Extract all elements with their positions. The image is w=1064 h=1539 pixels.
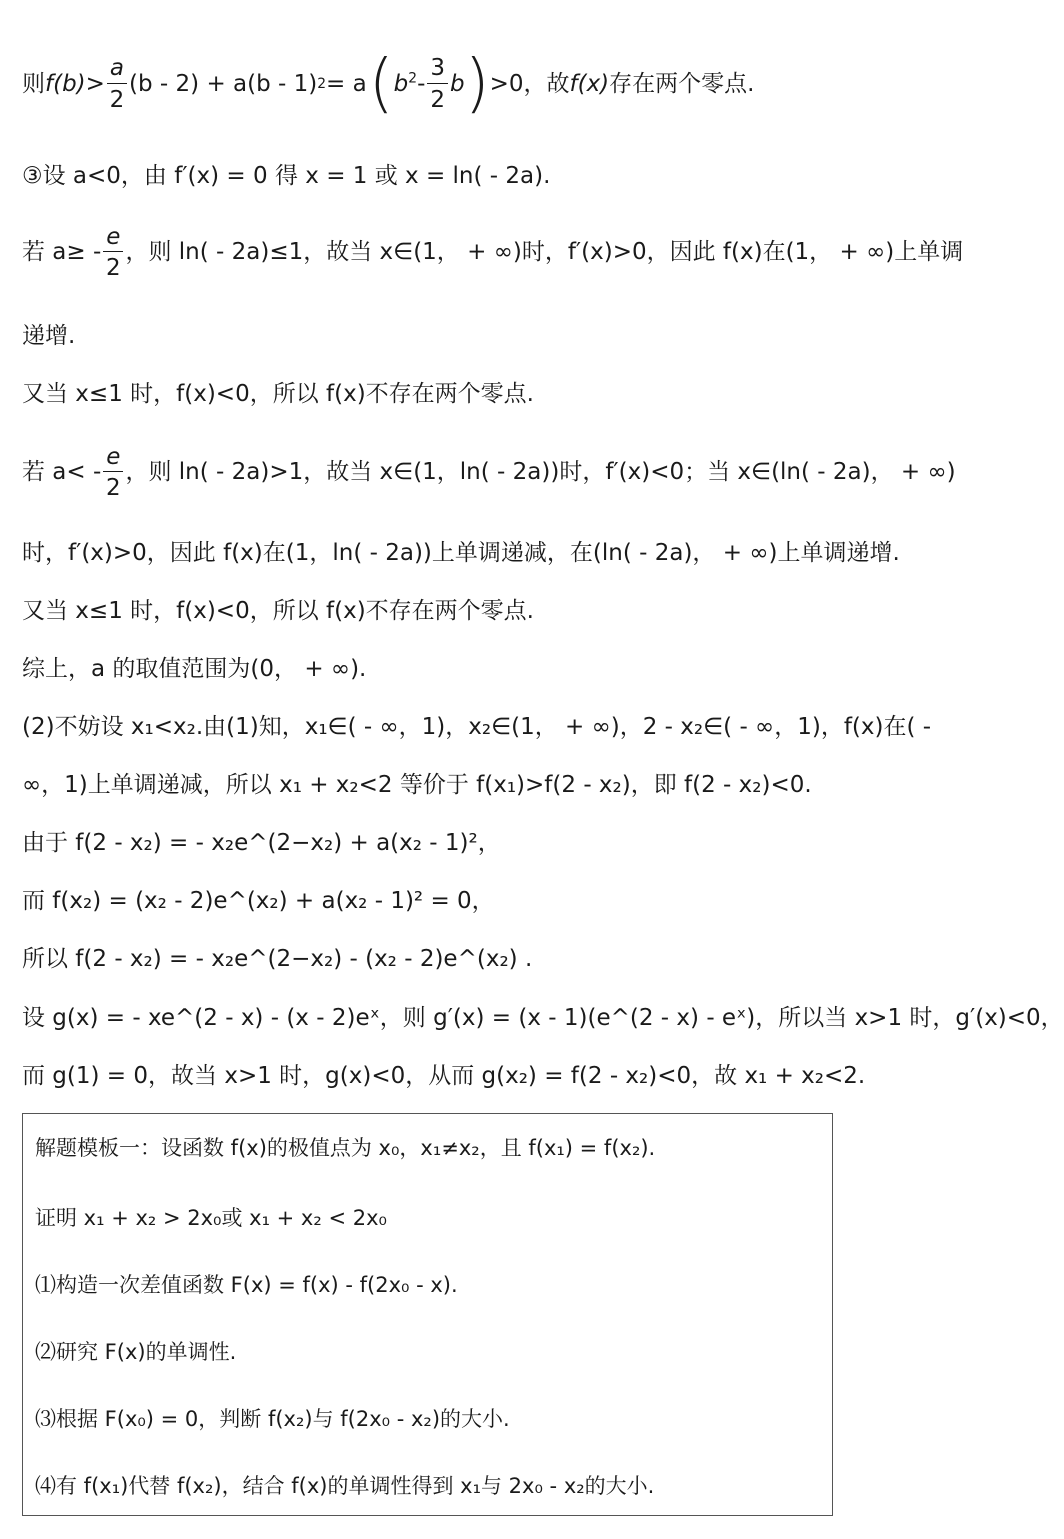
box-line-5: ⑶根据 F(x₀) = 0，判断 f(x₂)与 f(2x₀ - x₂)的大小. (35, 1407, 510, 1431)
text: - (417, 70, 426, 97)
line-10: (2)不妨设 x₁<x₂.由(1)知，x₁∈( - ∞，1)，x₂∈(1， + ∞)，2 - x₂∈( - ∞，1)，f(x)在( - (22, 714, 932, 740)
line-4: 递增. (22, 323, 76, 349)
text: (b - 2) + a(b - 1) (129, 70, 318, 97)
line-13: 而 f(x₂) = (x₂ - 2)e^(x₂) + a(x₂ - 1)² = 0， (22, 888, 495, 914)
text: ，则 ln( - 2a)>1，故当 x∈(1，ln( - 2a))时，f′(x)<0；当 x∈(ln( - 2a)， + ∞) (125, 459, 956, 486)
fraction-3-over-2: $\frac{3}{2}$ (427, 56, 448, 111)
left-paren: ( (368, 47, 394, 121)
text: b (450, 70, 465, 97)
right-paren: ) (464, 47, 490, 121)
text: = a (326, 70, 367, 97)
text: >0，故 (489, 70, 570, 97)
line-14: 所以 f(2 - x₂) = - x₂e^(2−x₂) - (x₂ - 2)e^(x₂) . (22, 946, 533, 972)
box-line-4: ⑵研究 F(x)的单调性. (35, 1340, 237, 1364)
fraction-e-over-2: $\frac{e}{2}$ (103, 225, 123, 280)
text: f(b)> (45, 70, 105, 97)
line-11: ∞，1)上单调递减，所以 x₁ + x₂<2 等价于 f(x₁)>f(2 - x₂)，即 f(2 - x₂)<0. (22, 772, 812, 798)
text: 若 a< - (22, 459, 102, 486)
box-line-2: 证明 x₁ + x₂ > 2x₀或 x₁ + x₂ < 2x₀ (35, 1206, 387, 1230)
line-9: 综上，a 的取值范围为(0， + ∞). (22, 656, 367, 682)
line-1: 则 f(b)> $\frac{a}{2}$ (b - 2) + a(b - 1) 2 = a ( $b^2$ - $\frac{3}{2}$ b ) >0，故 f(x) 存在两个零点. (22, 47, 755, 121)
line-2: ③设 a<0，由 f′(x) = 0 得 x = 1 或 x = ln( - 2a). (22, 163, 551, 189)
line-3 (22, 225, 963, 280)
fraction-e-over-2: $\frac{e}{2}$ (103, 445, 123, 500)
solution-template-box (22, 1113, 833, 1516)
line-8: 又当 x≤1 时，f(x)<0，所以 f(x)不存在两个零点. (22, 598, 534, 624)
line-5: 又当 x≤1 时，f(x)<0，所以 f(x)不存在两个零点. (22, 381, 534, 407)
b-squared: $b^2$ (393, 69, 418, 97)
text: 若 a≥ - (22, 239, 102, 266)
box-line-3: ⑴构造一次差值函数 F(x) = f(x) - f(2x₀ - x). (35, 1273, 458, 1297)
box-line-1: 解题模板一：设函数 f(x)的极值点为 x₀，x₁≠x₂，且 f(x₁) = f(x₂). (35, 1136, 656, 1160)
text: f(x) (569, 70, 610, 97)
text: 则 (22, 70, 45, 97)
line-15: 设 g(x) = - xe^(2 - x) - (x - 2)eˣ，则 g′(x) = (x - 1)(e^(2 - x) - eˣ)，所以当 x>1 时，g′(x)<0， (22, 1005, 1064, 1031)
line-16: 而 g(1) = 0，故当 x>1 时，g(x)<0，从而 g(x₂) = f(2 - x₂)<0，故 x₁ + x₂<2. (22, 1063, 866, 1089)
line-6 (22, 445, 956, 500)
box-line-6: ⑷有 f(x₁)代替 f(x₂)，结合 f(x)的单调性得到 x₁与 2x₀ - x₂的大小. (35, 1474, 655, 1498)
line-12: 由于 f(2 - x₂) = - x₂e^(2−x₂) + a(x₂ - 1)²， (22, 830, 501, 856)
fraction-a-over-2: $\frac{a}{2}$ (107, 56, 127, 111)
line-7: 时，f′(x)>0，因此 f(x)在(1，ln( - 2a))上单调递减，在(ln( - 2a)， + ∞)上单调递增. (22, 540, 900, 566)
text: 存在两个零点. (609, 70, 755, 97)
text: ，则 ln( - 2a)≤1，故当 x∈(1， + ∞)时，f′(x)>0，因此 f(x)在(1， + ∞)上单调 (125, 239, 964, 266)
